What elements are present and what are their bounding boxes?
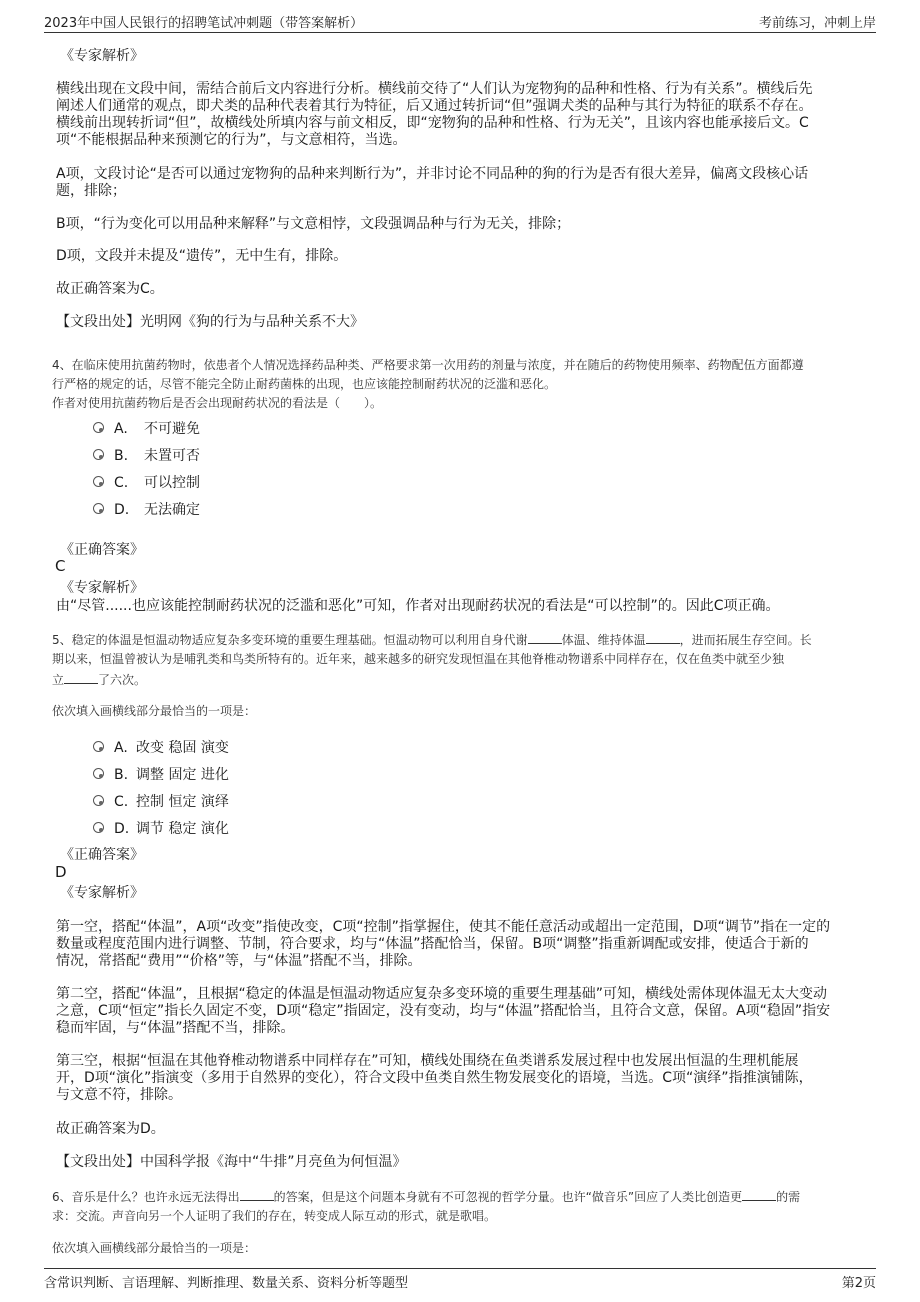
- q5-analysis-line: 数量或程度范围内进行调整、节制，符合要求，均与“体温”搭配恰当，保留。B项“调整”指重新调配或安排，使适合于新的: [56, 936, 809, 952]
- q4-stem-line: 行严格的规定的话，尽管不能完全防止耐药菌株的出现，也应该能控制耐药状况的泛滥和恶化。: [52, 377, 557, 391]
- q5-analysis-line: 第二空，搭配“体温”，且根据“稳定的体温是恒温动物适应复杂多变环境的重要生理基础”可知，横线处需体现体温无太大变动: [56, 986, 828, 1002]
- q5-analysis-line: 之意，C项“恒定”指长久固定不变，D项“稳定”指固定，没有变动，均与“体温”搭配恰当，且符合文意，保留。A项“稳固”指安: [56, 1003, 831, 1019]
- radio-button[interactable]: [93, 503, 104, 514]
- q6-stem-line: 求：交流。声音向另一个人证明了我们的存在，转变成人际互动的形式，就是歌唱。: [52, 1209, 497, 1223]
- q4-expert-title: 《专家解析》: [60, 580, 144, 596]
- q6-prompt: 依次填入画横线部分最恰当的一项是：: [52, 1241, 257, 1255]
- fill-blank: [742, 1188, 776, 1201]
- q3-option-a-analysis: A项，文段讨论“是否可以通过宠物狗的品种来判断行为”，并非讨论不同品种的狗的行为是否有很大差异，偏离文段核心话: [56, 166, 809, 182]
- radio-button[interactable]: [93, 768, 104, 779]
- radio-button[interactable]: [93, 422, 104, 433]
- page-header: [44, 10, 876, 33]
- q5-analysis-line: 第三空，根据“恒温在其他脊椎动物谱系中同样存在”可知，横线处围绕在鱼类谱系发展过程中也发展出恒温的生理机能展: [56, 1053, 799, 1069]
- q3-analysis-line: 横线前出现转折词“但”，故横线处所填内容与前文相反，即“宠物狗的品种和性格、行为无关”，且该内容也能承接后文。C: [56, 115, 809, 131]
- q3-analysis-line: 阐述人们通常的观点，即犬类的品种代表着其行为特征，后又通过转折词“但”强调犬类的品种与其行为特征的联系不存在。: [56, 98, 813, 114]
- radio-button[interactable]: [93, 795, 104, 806]
- q3-analysis-line: 项“不能根据品种来预测它的行为”，与文意相符，当选。: [56, 132, 407, 148]
- q4-stem-line: 作者对使用抗菌药物后是否会出现耐药状况的看法是（ ）。: [52, 396, 383, 410]
- q3-conclusion: 故正确答案为C。: [56, 281, 164, 297]
- radio-button[interactable]: [93, 476, 104, 487]
- radio-button[interactable]: [93, 449, 104, 460]
- q5-analysis-line: 第一空，搭配“体温”，A项“改变”指使改变，C项“控制”指掌握住，使其不能任意活动或超出一定范围，D项“调节”指在一定的: [56, 919, 831, 935]
- q3-option-a-analysis: 题，排除；: [56, 183, 126, 199]
- fill-blank: [528, 631, 562, 644]
- q5-analysis-line: 稳而牢固，与“体温”搭配不当，排除。: [56, 1020, 295, 1036]
- q4-answer: C: [55, 557, 66, 575]
- q3-analysis-line: 横线出现在文段中间，需结合前后文内容进行分析。横线前交待了“人们认为宠物狗的品种和性格、行为有关系”。横线后先: [56, 81, 813, 97]
- q5-stem-line: 期以来，恒温曾被认为是哺乳类和鸟类所特有的。近年来，越来越多的研究发现恒温在其他脊椎动物谱系中同样存在，仅在鱼类中就至少独: [52, 652, 785, 666]
- q5-source: 【文段出处】中国科学报《海中“牛排”月亮鱼为何恒温》: [56, 1154, 407, 1170]
- q6-stem-line: 6、音乐是什么？也许永远无法得出 的答案，但是这个问题本身就有不可忽视的哲学分量。也许“做音乐”回应了人类比创造更 的需: [52, 1190, 801, 1204]
- q5-analysis-line: 情况，常搭配“费用”“价格”等，与“体温”搭配不当，排除。: [56, 953, 422, 969]
- radio-button[interactable]: [93, 741, 104, 752]
- q3-expert-title: 《专家解析》: [60, 48, 144, 64]
- q5-expert-title: 《专家解析》: [60, 885, 144, 901]
- q5-conclusion: 故正确答案为D。: [56, 1121, 165, 1137]
- q3-option-b-analysis: B项，“行为变化可以用品种来解释”与文意相悖，文段强调品种与行为无关，排除；: [56, 216, 571, 232]
- q3-option-d-analysis: D项，文段并未提及“遗传”，无中生有，排除。: [56, 248, 348, 264]
- q5-prompt: 依次填入画横线部分最恰当的一项是：: [52, 704, 257, 718]
- q5-answer: D: [55, 863, 67, 881]
- fill-blank: [646, 631, 680, 644]
- fill-blank: [64, 671, 98, 684]
- footer-note: 含常识判断、言语理解、判断推理、数量关系、资料分析等题型: [44, 1276, 409, 1291]
- fill-blank: [240, 1188, 274, 1201]
- q4-answer-title: 《正确答案》: [60, 542, 144, 558]
- document-title: 2023年中国人民银行的招聘笔试冲刺题（带答案解析）: [44, 16, 364, 31]
- q5-analysis-line: 开，D项“演化”指演变（多用于自然界的变化），符合文段中鱼类自然生物发展变化的语境，当选。C项“演绎”指推演铺陈，: [56, 1070, 813, 1086]
- q5-analysis-line: 与文意不符，排除。: [56, 1087, 182, 1103]
- q5-stem-line: 5、稳定的体温是恒温动物适应复杂多变环境的重要生理基础。恒温动物可以利用自身代谢 体温、维持体温 ，进而拓展生存空间。长: [52, 633, 812, 647]
- radio-button[interactable]: [93, 822, 104, 833]
- header-slogan: 考前练习，冲刺上岸: [758, 16, 876, 31]
- q4-analysis: 由“尽管......也应该能控制耐药状况的泛滥和恶化”可知，作者对出现耐药状况的看法是“可以控制”的。因此C项正确。: [56, 598, 780, 614]
- q5-stem-line: 立 了六次。: [52, 673, 147, 687]
- page-footer: [44, 1268, 876, 1293]
- page-number: 第2页: [841, 1276, 876, 1291]
- q3-source: 【文段出处】光明网《狗的行为与品种关系不大》: [56, 314, 364, 330]
- q5-answer-title: 《正确答案》: [60, 847, 144, 863]
- q4-stem-line: 4、在临床使用抗菌药物时，依患者个人情况选择药品种类、严格要求第一次用药的剂量与浓度，并在随后的药物使用频率、药物配伍方面都遵: [52, 358, 804, 372]
